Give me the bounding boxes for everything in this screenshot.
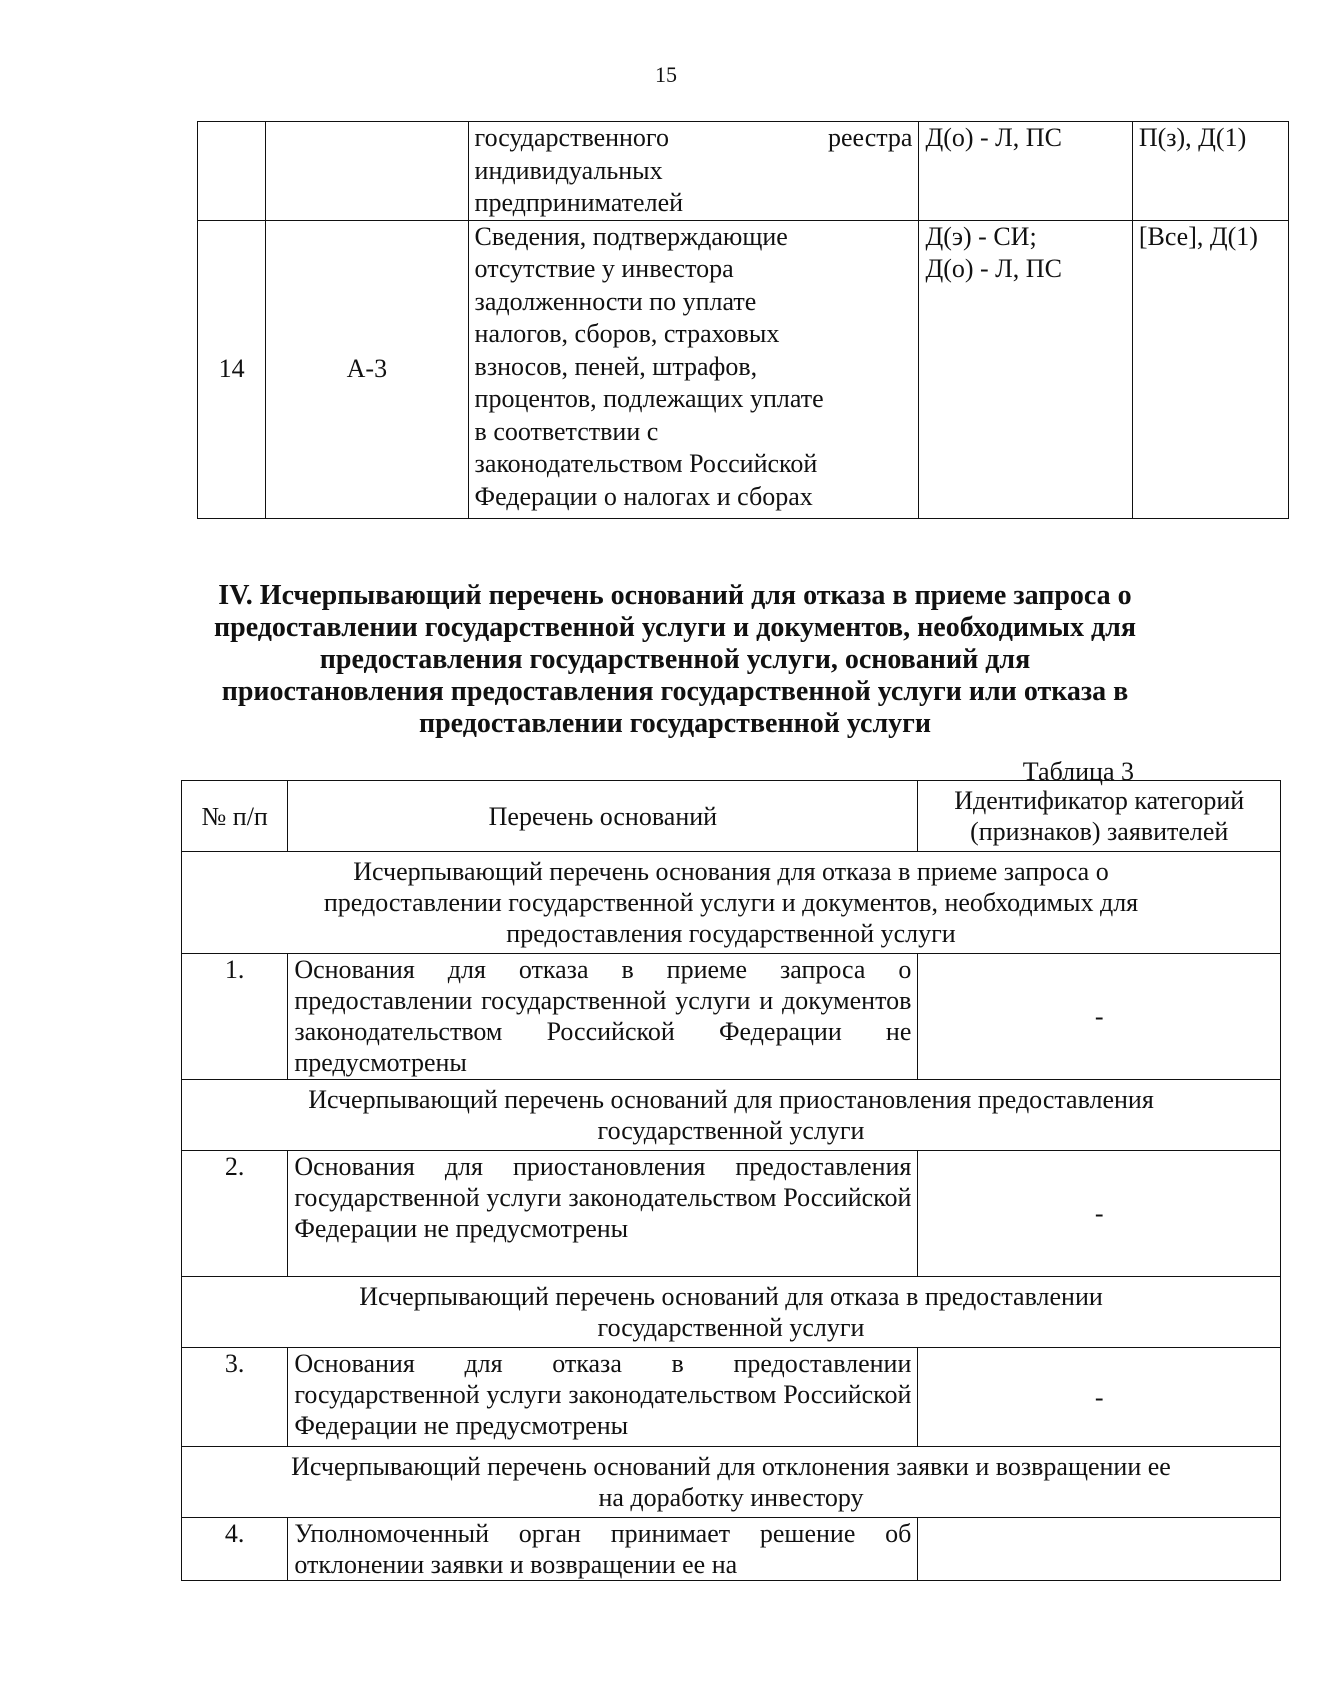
document-name-line: задолженности по уплате	[474, 286, 757, 316]
heading-line: предоставления государственной услуги, оснований для	[319, 644, 1031, 675]
document-name-line: предпринимателей	[474, 188, 684, 217]
header-identifier	[918, 781, 1281, 852]
applicant-category-cell: П(з), Д(1)	[1132, 122, 1288, 221]
item-identifier: -	[918, 954, 1281, 1080]
row-code-cell	[266, 122, 468, 221]
document-name-line: государственного реестра	[474, 123, 913, 152]
item-identifier: -	[918, 1348, 1281, 1447]
item-text: Основания для отказа в предоставлении государственной услуги законодательством Российской Федерации не предусмотрены	[288, 1348, 918, 1447]
heading-line: IV. Исчерпывающий перечень оснований для отказа в приеме запроса о	[218, 580, 1132, 611]
applicant-category-cell: [Все], Д(1)	[1132, 220, 1288, 518]
section-title-line: предоставлении государственной услуги и документов, необходимых для	[323, 888, 1139, 917]
table-caption: Таблица 3	[1022, 757, 1134, 786]
heading-line: предоставлении государственной услуги	[418, 708, 932, 739]
document-form-line: Д(о) - Л, ПС	[925, 254, 1062, 283]
document-name-line: процентов, подлежащих уплате	[474, 384, 824, 413]
document-name-line: законодательством Российской	[474, 449, 818, 478]
document-name-line: Сведения, подтверждающие	[474, 221, 788, 251]
document-name-line: индивидуальных	[474, 155, 663, 185]
section-title-line: Исчерпывающий перечень оснований для отклонения заявки и возвращении ее	[291, 1452, 1171, 1481]
section-title-row	[182, 1277, 1281, 1348]
item-number: 4.	[182, 1518, 288, 1581]
document-name-line: в соответствии с	[474, 416, 659, 446]
section-title	[182, 852, 1281, 954]
table-row	[182, 1348, 1281, 1447]
table-row	[198, 220, 1289, 518]
header-number: № п/п	[182, 781, 288, 852]
documents-table-continued	[197, 121, 1289, 519]
section-title-line: Исчерпывающий перечень оснований для приостановления предоставления	[308, 1085, 1154, 1114]
document-name-line: налогов, сборов, страховых	[474, 319, 780, 348]
table-row	[182, 1151, 1281, 1277]
section-title-line: государственной услуги	[597, 1313, 865, 1342]
header-identifier-line: Идентификатор категорий	[954, 786, 1245, 815]
item-identifier: -	[918, 1151, 1281, 1277]
table-row	[182, 1518, 1281, 1581]
item-text: Основания для отказа в приеме запроса о предоставлении государственной услуги и документов законодательством Российской Федерации не предусмотрены	[288, 954, 918, 1080]
section-title-line: Исчерпывающий перечень основания для отказа в приеме запроса о	[353, 857, 1109, 886]
section-title-row	[182, 1447, 1281, 1518]
section-title	[182, 1080, 1281, 1151]
document-name-cell	[468, 122, 919, 221]
document-form-cell	[919, 220, 1132, 518]
document-form-cell	[919, 122, 1132, 221]
document-form-line: Д(э) - СИ;	[925, 221, 1037, 251]
document-name-line: отсутствие у инвестора	[474, 254, 734, 283]
section-title	[182, 1277, 1281, 1348]
header-reasons: Перечень оснований	[288, 781, 918, 852]
item-number: 1.	[182, 954, 288, 1080]
section-title-row	[182, 1080, 1281, 1151]
table-header-row	[182, 781, 1281, 852]
section-title-line: государственной услуги	[597, 1116, 865, 1145]
item-identifier	[918, 1518, 1281, 1581]
row-number-cell	[198, 122, 266, 221]
row-code-cell: А-3	[266, 220, 468, 518]
grounds-table	[181, 780, 1281, 1581]
section-title-row	[182, 852, 1281, 954]
heading-line: приостановления предоставления государственной услуги или отказа в	[221, 676, 1129, 707]
page-number: 15	[655, 62, 677, 87]
row-number-cell: 14	[198, 220, 266, 518]
document-name-line: взносов, пеней, штрафов,	[474, 351, 758, 381]
section-title-line: Исчерпывающий перечень оснований для отказа в предоставлении	[359, 1282, 1103, 1311]
header-identifier-line: (признаков) заявителей	[970, 817, 1229, 846]
item-number: 2.	[182, 1151, 288, 1277]
section-title-line: на доработку инвестору	[598, 1483, 864, 1512]
table-row	[182, 954, 1281, 1080]
item-text: Основания для приостановления предоставления государственной услуги законодательством Российской Федерации не предусмотрены	[288, 1151, 918, 1277]
heading-line: предоставлении государственной услуги и документов, необходимых для	[213, 612, 1137, 643]
document-form-line: Д(о) - Л, ПС	[925, 123, 1062, 152]
item-number: 3.	[182, 1348, 288, 1447]
section-title	[182, 1447, 1281, 1518]
section-heading	[175, 580, 1175, 740]
document-name-line: Федерации о налогах и сборах	[474, 481, 813, 511]
item-text: Уполномоченный орган принимает решение об отклонении заявки и возвращении ее на	[288, 1518, 918, 1581]
table-row	[198, 122, 1289, 221]
document-name-cell	[468, 220, 919, 518]
section-title-line: предоставления государственной услуги	[506, 919, 956, 948]
